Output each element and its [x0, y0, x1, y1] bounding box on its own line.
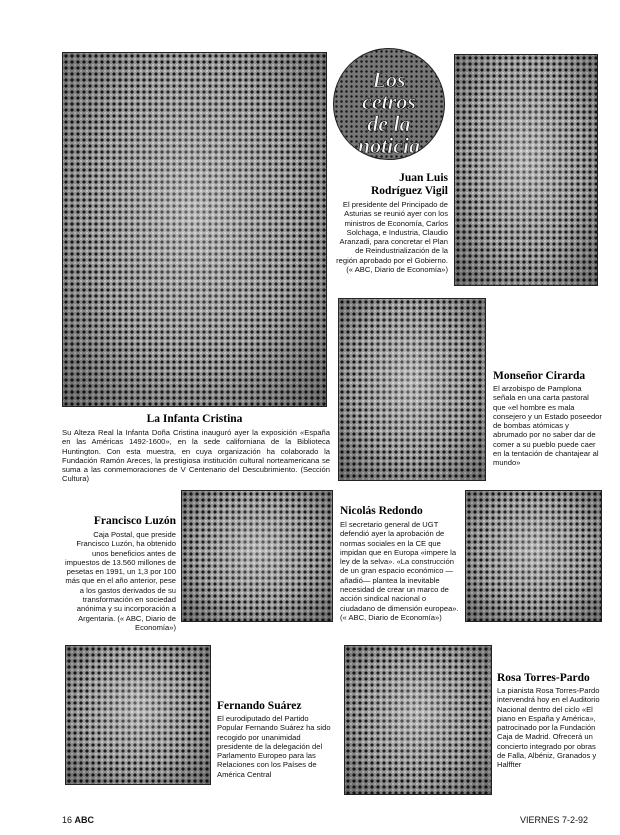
text-nicolas-redondo: El secretario general de UGT defendió ayer la aprobación de normas sociales en la CE que impidan que en Europa «impere la ley de la selva». «La construcción de un gran espacio económico —añadió— plantea la inevitable necesidad de crear un marco de acción sindical nacional o ciudadano de dimensión europea». (« ABC, Diario de Economía») [340, 520, 459, 622]
page-number: 16 [62, 815, 73, 825]
text-rosa-torres-pardo: La pianista Rosa Torres-Pardo intervendrá hoy en el Auditorio Nacional dentro del ciclo «El piano en España y América», patrocinado por la Fundación Caja de Madrid. Ofrecerá un concierto integrado por obras de Falla, Albéniz, Granados y Halffter [497, 686, 600, 770]
text-infanta-cristina: Su Alteza Real la Infanta Doña Cristina inauguró ayer la exposición «España en las Américas 1492-1600», en la sede californiana de la Biblioteca Huntington. Con esta muestra, en cuya organización ha colaborado la Fundación Ramón Areces, la prestigiosa institución cultural norteamericana se suma a las conmemoraciones de V Centenario del Descubrimiento. (Sección Cultura) [62, 428, 330, 484]
photo-rosa-torres-pardo [344, 645, 492, 795]
publication-name: ABC [74, 815, 95, 825]
text-fernando-suarez: El eurodiputado del Partido Popular Fernando Suárez ha sido recogido por unanimidad presidente de la delegación del Parlamento Europeo para las Relaciones con los Países de América Central [217, 714, 331, 779]
headline-rodriguez-vigil: Juan Luis Rodríguez Vigil [371, 172, 448, 197]
headline-francisco-luzon: Francisco Luzón [93, 515, 176, 527]
text-monsenor-cirarda: El arzobispo de Pamplona señala en una carta pastoral que «el hombre es mala consejero y un Estado poseedor de bombas atómicas y abrumado por no saber dar de comer a su pueblo puede caer en la tentación de chantajear al mundo» [493, 384, 602, 468]
headline-nicolas-redondo: Nicolás Redondo [340, 505, 423, 517]
headline-monsenor-cirarda: Monseñor Cirarda [493, 370, 586, 382]
page-folio [62, 815, 94, 825]
headline-fernando-suarez: Fernando Suárez [217, 700, 302, 712]
section-badge [333, 48, 445, 160]
photo-monsenor-cirarda [338, 298, 486, 481]
headline-rosa-torres-pardo: Rosa Torres-Pardo [497, 672, 590, 684]
page-date: VIERNES 7-2-92 [520, 815, 589, 825]
photo-fernando-suarez [65, 645, 211, 785]
headline-infanta-cristina: La Infanta Cristina [146, 413, 243, 425]
photo-infanta-cristina [62, 52, 327, 407]
text-francisco-luzon: Caja Postal, que preside Francisco Luzón, ha obtenido unos beneficios antes de impuestos de 13.560 millones de pesetas en 1991, un 1,3 por 100 más que en el año anterior, pese a los gastos derivados de su transformación en sociedad anónima y su incorporación a Argentaria. (« ABC, Diario de Economía») [64, 530, 176, 632]
photo-rodriguez-vigil [454, 54, 598, 286]
text-rodriguez-vigil: El presidente del Principado de Asturias se reunió ayer con los ministros de Economía, Carlos Solchaga, e Industria, Claudio Aranzadi, para concretar el Plan de Reindustrialización de la región aprobado por el Gobierno. (« ABC, Diario de Economía») [336, 200, 448, 275]
photo-nicolas-redondo [465, 490, 602, 622]
section-badge-text: Los cetros de la noticia [357, 67, 421, 158]
photo-francisco-luzon [181, 490, 333, 622]
